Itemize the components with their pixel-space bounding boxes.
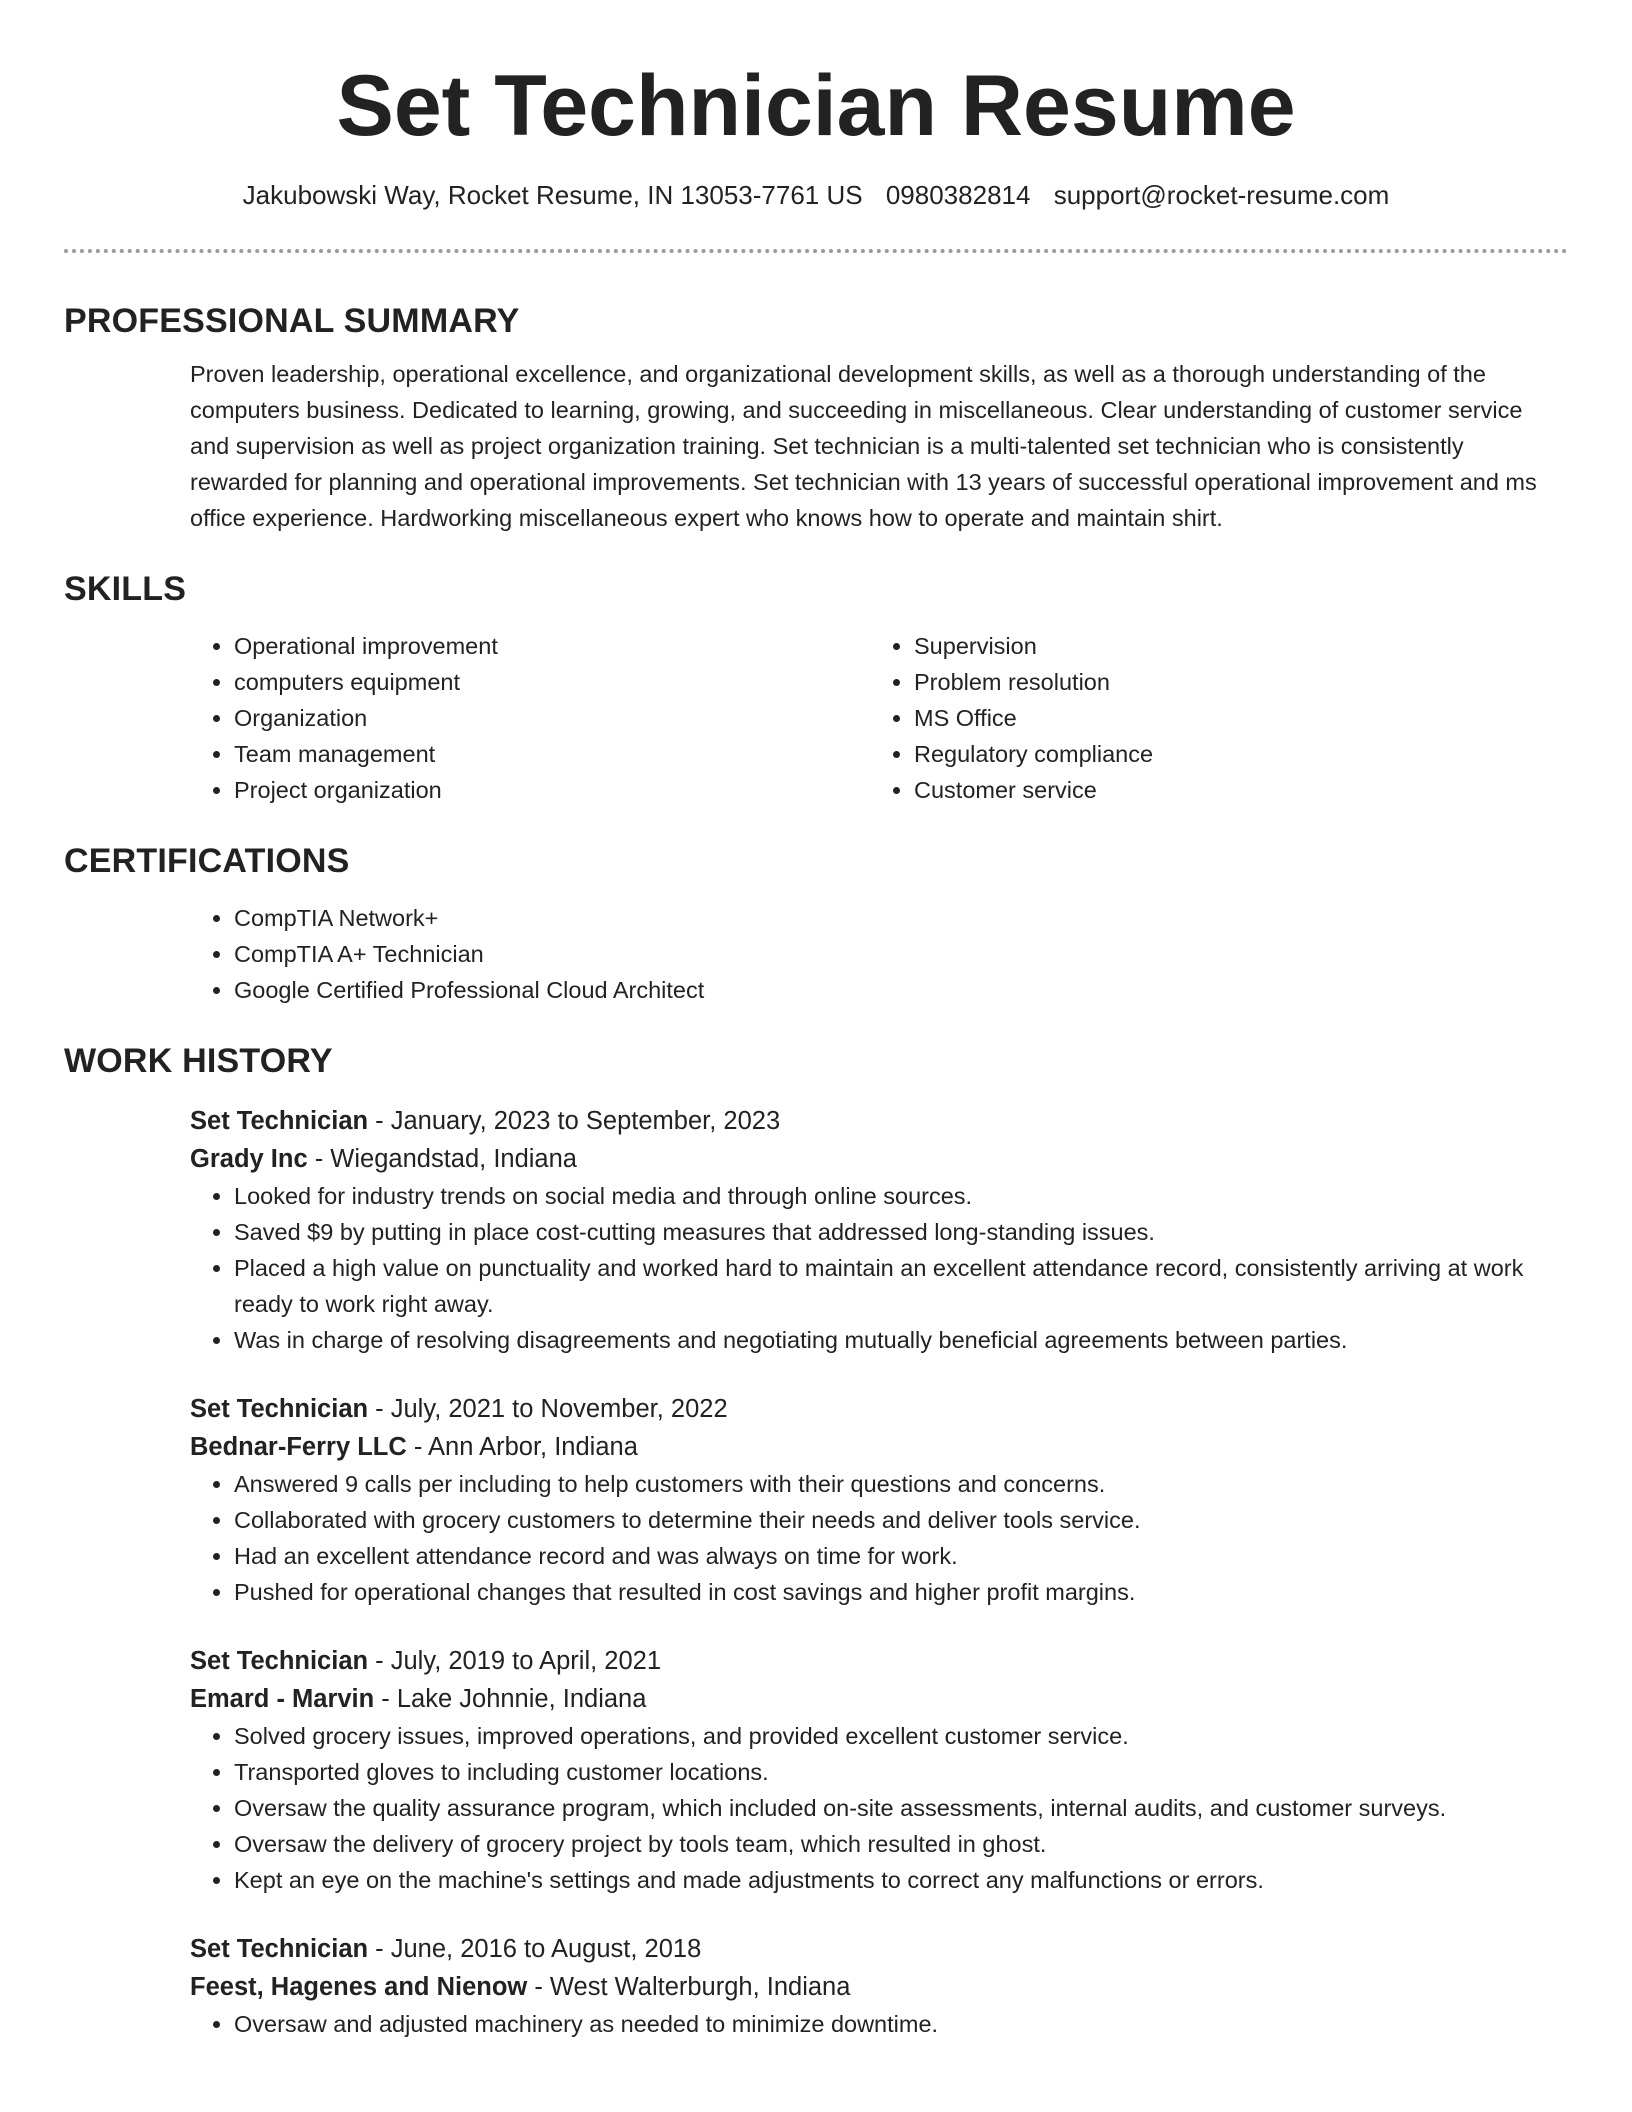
skill-item: • Operational improvement bbox=[234, 628, 870, 664]
job-bullet: • Saved $9 by putting in place cost-cutting measures that addressed long-standing issues. bbox=[234, 1214, 1568, 1250]
job-location: - Wiegandstad, Indiana bbox=[307, 1145, 577, 1173]
job-title: Set Technician bbox=[190, 1395, 369, 1423]
job-location: - West Walterburgh, Indiana bbox=[527, 1973, 851, 2001]
job-bullet: • Had an excellent attendance record and was always on time for work. bbox=[234, 1538, 1568, 1574]
skill-item: • computers equipment bbox=[234, 664, 870, 700]
job-entry bbox=[190, 1102, 1568, 1358]
job-title: Set Technician bbox=[190, 1647, 369, 1675]
job-title: Set Technician bbox=[190, 1107, 369, 1135]
certifications-section bbox=[64, 836, 1568, 1008]
skill-item: • Project organization bbox=[234, 772, 870, 808]
job-bullet: • Transported gloves to including customer locations. bbox=[234, 1754, 1568, 1790]
job-title-line bbox=[190, 1930, 1568, 1968]
job-bullet: • Oversaw the quality assurance program, which included on-site assessments, internal audits, and customer surveys. bbox=[234, 1790, 1568, 1826]
job-entry bbox=[190, 1930, 1568, 2042]
skills-column-right bbox=[870, 628, 1550, 808]
job-company-line bbox=[190, 1428, 1568, 1466]
skill-item: • Team management bbox=[234, 736, 870, 772]
job-entry bbox=[190, 1390, 1568, 1610]
skill-item: • Customer service bbox=[914, 772, 1550, 808]
job-bullet: • Answered 9 calls per including to help customers with their questions and concerns. bbox=[234, 1466, 1568, 1502]
job-bullet: • Oversaw the delivery of grocery project by tools team, which resulted in ghost. bbox=[234, 1826, 1568, 1862]
certification-item: • CompTIA A+ Technician bbox=[234, 936, 1568, 972]
skills-list-left bbox=[190, 628, 870, 808]
skills-column-left bbox=[190, 628, 870, 808]
job-company: Emard - Marvin bbox=[190, 1685, 375, 1713]
job-dates: - January, 2023 to September, 2023 bbox=[368, 1107, 781, 1135]
certifications-list bbox=[190, 900, 1568, 1008]
job-bullet: • Kept an eye on the machine's settings and made adjustments to correct any malfunctions or errors. bbox=[234, 1862, 1568, 1898]
job-dates: - July, 2019 to April, 2021 bbox=[368, 1647, 662, 1675]
resume-page bbox=[64, 0, 1568, 2037]
job-company: Grady Inc bbox=[190, 1145, 308, 1173]
work-history-section bbox=[64, 1036, 1568, 2042]
job-bullets bbox=[190, 1718, 1568, 1898]
skills-section bbox=[64, 564, 1568, 808]
job-company-line bbox=[190, 1968, 1568, 2006]
job-bullet: • Was in charge of resolving disagreements and negotiating mutually beneficial agreements between parties. bbox=[234, 1322, 1568, 1358]
resume-content bbox=[64, 296, 1568, 2042]
job-title-line bbox=[190, 1102, 1568, 1140]
certifications-list-wrap bbox=[190, 900, 1568, 1008]
skill-item: • Regulatory compliance bbox=[914, 736, 1550, 772]
skills-grid bbox=[190, 628, 1568, 808]
jobs-list bbox=[64, 1102, 1568, 2042]
job-entry bbox=[190, 1642, 1568, 1898]
section-heading-skills: SKILLS bbox=[64, 570, 187, 608]
job-bullet: • Solved grocery issues, improved operations, and provided excellent customer service. bbox=[234, 1718, 1568, 1754]
job-dates: - June, 2016 to August, 2018 bbox=[368, 1935, 702, 1963]
job-bullet: • Placed a high value on punctuality and worked hard to maintain an excellent attendance record, consistently arriving at work ready to work right away. bbox=[234, 1250, 1568, 1322]
section-heading-summary: PROFESSIONAL SUMMARY bbox=[64, 302, 520, 340]
job-title-line bbox=[190, 1390, 1568, 1428]
section-heading-work-history: WORK HISTORY bbox=[64, 1042, 333, 1080]
section-heading-certifications: CERTIFICATIONS bbox=[64, 842, 350, 880]
job-bullets bbox=[190, 2006, 1568, 2042]
certification-item: • CompTIA Network+ bbox=[234, 900, 1568, 936]
skill-item: • Supervision bbox=[914, 628, 1550, 664]
contact-phone: 0980382814 bbox=[885, 180, 1031, 210]
skill-item: • MS Office bbox=[914, 700, 1550, 736]
resume-title: Set Technician Resume bbox=[336, 58, 1296, 154]
job-bullet: • Collaborated with grocery customers to determine their needs and deliver tools service. bbox=[234, 1502, 1568, 1538]
contact-line bbox=[64, 178, 1568, 212]
job-bullets bbox=[190, 1466, 1568, 1610]
job-company-line bbox=[190, 1140, 1568, 1178]
job-company: Feest, Hagenes and Nienow bbox=[190, 1973, 528, 2001]
professional-summary-section bbox=[64, 296, 1568, 536]
job-company-line bbox=[190, 1680, 1568, 1718]
job-title-line bbox=[190, 1642, 1568, 1680]
job-location: - Lake Johnnie, Indiana bbox=[374, 1685, 647, 1713]
skill-item: • Problem resolution bbox=[914, 664, 1550, 700]
job-bullet: • Oversaw and adjusted machinery as needed to minimize downtime. bbox=[234, 2006, 1568, 2042]
header-divider bbox=[64, 249, 1568, 253]
job-company: Bednar-Ferry LLC bbox=[190, 1433, 407, 1461]
job-bullet: • Looked for industry trends on social media and through online sources. bbox=[234, 1178, 1568, 1214]
summary-text: Proven leadership, operational excellence, and organizational development skills, as well as a thorough understanding of the computers business. Dedicated to learning, growing, and succeeding in miscellaneous. Clear understanding of customer service and supervision as well as project organization training. Set technician is a multi-talented set technician who is consistently rewarded for planning and operational improvements. Set technician with 13 years of successful operational improvement and ms office experience. Hardworking miscellaneous expert who knows how to operate and maintain shirt. bbox=[190, 361, 1537, 531]
job-bullets bbox=[190, 1178, 1568, 1358]
skills-list-right bbox=[870, 628, 1550, 808]
job-dates: - July, 2021 to November, 2022 bbox=[368, 1395, 728, 1423]
contact-address: Jakubowski Way, Rocket Resume, IN 13053-7761 US bbox=[242, 180, 863, 210]
job-location: - Ann Arbor, Indiana bbox=[406, 1433, 638, 1461]
skill-item: • Organization bbox=[234, 700, 870, 736]
job-bullet: • Pushed for operational changes that resulted in cost savings and higher profit margins. bbox=[234, 1574, 1568, 1610]
job-title: Set Technician bbox=[190, 1935, 369, 1963]
certification-item: • Google Certified Professional Cloud Architect bbox=[234, 972, 1568, 1008]
contact-email: support@rocket-resume.com bbox=[1053, 180, 1390, 210]
